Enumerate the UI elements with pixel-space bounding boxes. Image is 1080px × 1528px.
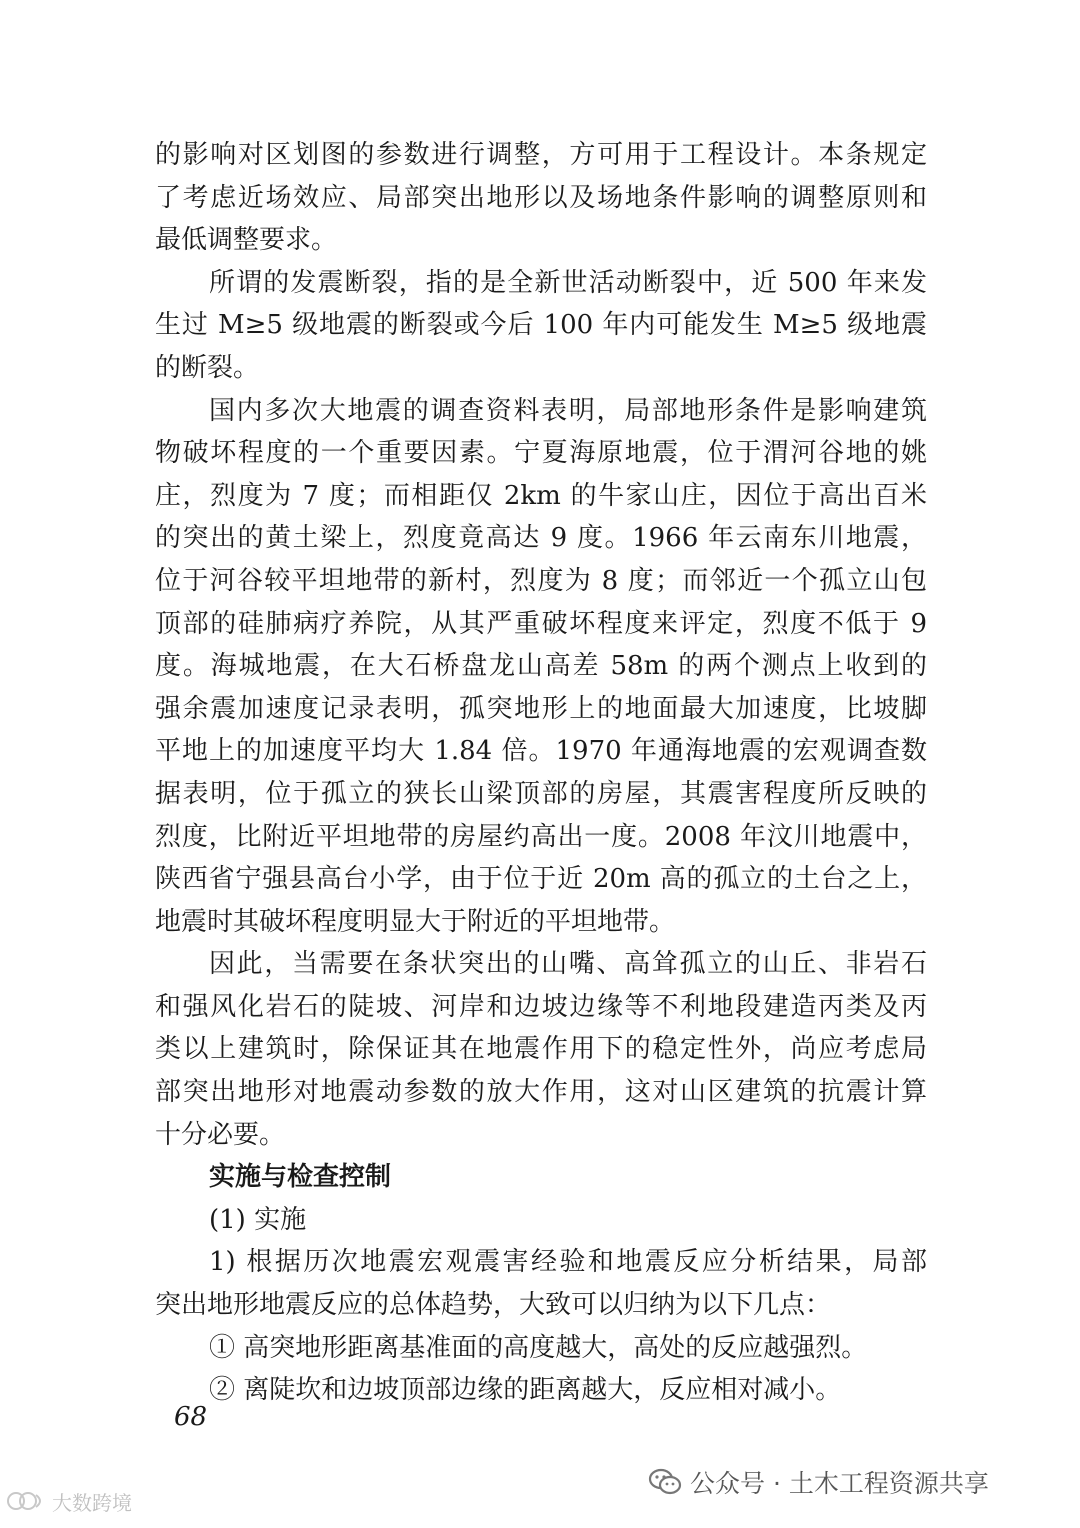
text-line: 的影响对区划图的参数进行调整，方可用于工程设计。本条规定 bbox=[155, 140, 927, 170]
watermark-text: 公众号 · 土木工程资源共享 bbox=[690, 1469, 989, 1498]
text-line: 了考虑近场效应、局部突出地形以及场地条件影响的调整原则和 bbox=[155, 182, 927, 213]
wechat-icon bbox=[648, 1467, 682, 1497]
watermark-wechat bbox=[648, 1464, 989, 1500]
text-line: 物破坏程度的一个重要因素。宁夏海原地震，位于渭河谷地的姚 bbox=[155, 438, 927, 469]
text-line: 类以上建筑时，除保证其在地震作用下的稳定性外，尚应考虑局 bbox=[155, 1034, 927, 1065]
text-line: 国内多次大地震的调查资料表明，局部地形条件是影响建筑 bbox=[209, 395, 927, 426]
list-item: ② 离陡坎和边坡顶部边缘的距离越大，反应相对减小。 bbox=[209, 1375, 842, 1406]
text-line: 的断裂。 bbox=[155, 352, 260, 383]
text-line: 突出地形地震反应的总体趋势，大致可以归纳为以下几点： bbox=[155, 1290, 832, 1321]
text-line: 陕西省宁强县高台小学，由于位于近 20m 高的孤立的土台之上， bbox=[155, 864, 927, 895]
text-line: 因此，当需要在条状突出的山嘴、高耸孤立的山丘、非岩石 bbox=[209, 949, 927, 980]
text-line: 十分必要。 bbox=[155, 1119, 286, 1150]
text-line: 部突出地形对地震动参数的放大作用，这对山区建筑的抗震计算 bbox=[155, 1077, 927, 1108]
logo-icon bbox=[6, 1489, 46, 1513]
text-line: 度。海城地震，在大石桥盘龙山高差 58m 的两个测点上收到的 bbox=[155, 651, 927, 682]
watermark-brand bbox=[6, 1486, 132, 1516]
text-line: 平地上的加速度平均大 1.84 倍。1970 年通海地震的宏观调查数 bbox=[155, 736, 927, 767]
text-line: 位于河谷较平坦地带的新村，烈度为 8 度；而邻近一个孤立山包 bbox=[155, 565, 927, 596]
text-line: 和强风化岩石的陡坡、河岸和边坡边缘等不利地段建造丙类及丙 bbox=[155, 991, 927, 1022]
sub-heading: (1) 实施 bbox=[209, 1204, 307, 1235]
text-line: 所谓的发震断裂，指的是全新世活动断裂中，近 500 年来发 bbox=[209, 267, 927, 298]
text-line: 烈度，比附近平坦地带的房屋约高出一度。2008 年汶川地震中， bbox=[155, 821, 927, 852]
body-text bbox=[155, 134, 927, 1412]
text-line: 庄，烈度为 7 度；而相距仅 2km 的牛家山庄，因位于高出百米 bbox=[155, 480, 927, 511]
text-line: 的突出的黄土梁上，烈度竟高达 9 度。1966 年云南东川地震， bbox=[155, 523, 927, 554]
text-line: 1) 根据历次地震宏观震害经验和地震反应分析结果，局部 bbox=[209, 1247, 927, 1278]
page-number: 68 bbox=[174, 1402, 208, 1432]
text-line: 最低调整要求。 bbox=[155, 225, 338, 256]
text-line: 顶部的硅肺病疗养院，从其严重破坏程度来评定，烈度不低于 9 bbox=[155, 608, 927, 639]
section-heading: 实施与检查控制 bbox=[209, 1162, 392, 1193]
text-line: 地震时其破坏程度明显大于附近的平坦地带。 bbox=[155, 906, 676, 937]
text-line: 生过 M≥5 级地震的断裂或今后 100 年内可能发生 M≥5 级地震 bbox=[155, 310, 927, 341]
text-line: 据表明，位于孤立的狭长山梁顶部的房屋，其震害程度所反映的 bbox=[155, 778, 927, 809]
watermark-text: 大数跨境 bbox=[52, 1490, 132, 1515]
text-line: 强余震加速度记录表明，孤突地形上的地面最大加速度，比坡脚 bbox=[155, 693, 927, 724]
list-item: ① 高突地形距离基准面的高度越大，高处的反应越强烈。 bbox=[209, 1332, 868, 1363]
